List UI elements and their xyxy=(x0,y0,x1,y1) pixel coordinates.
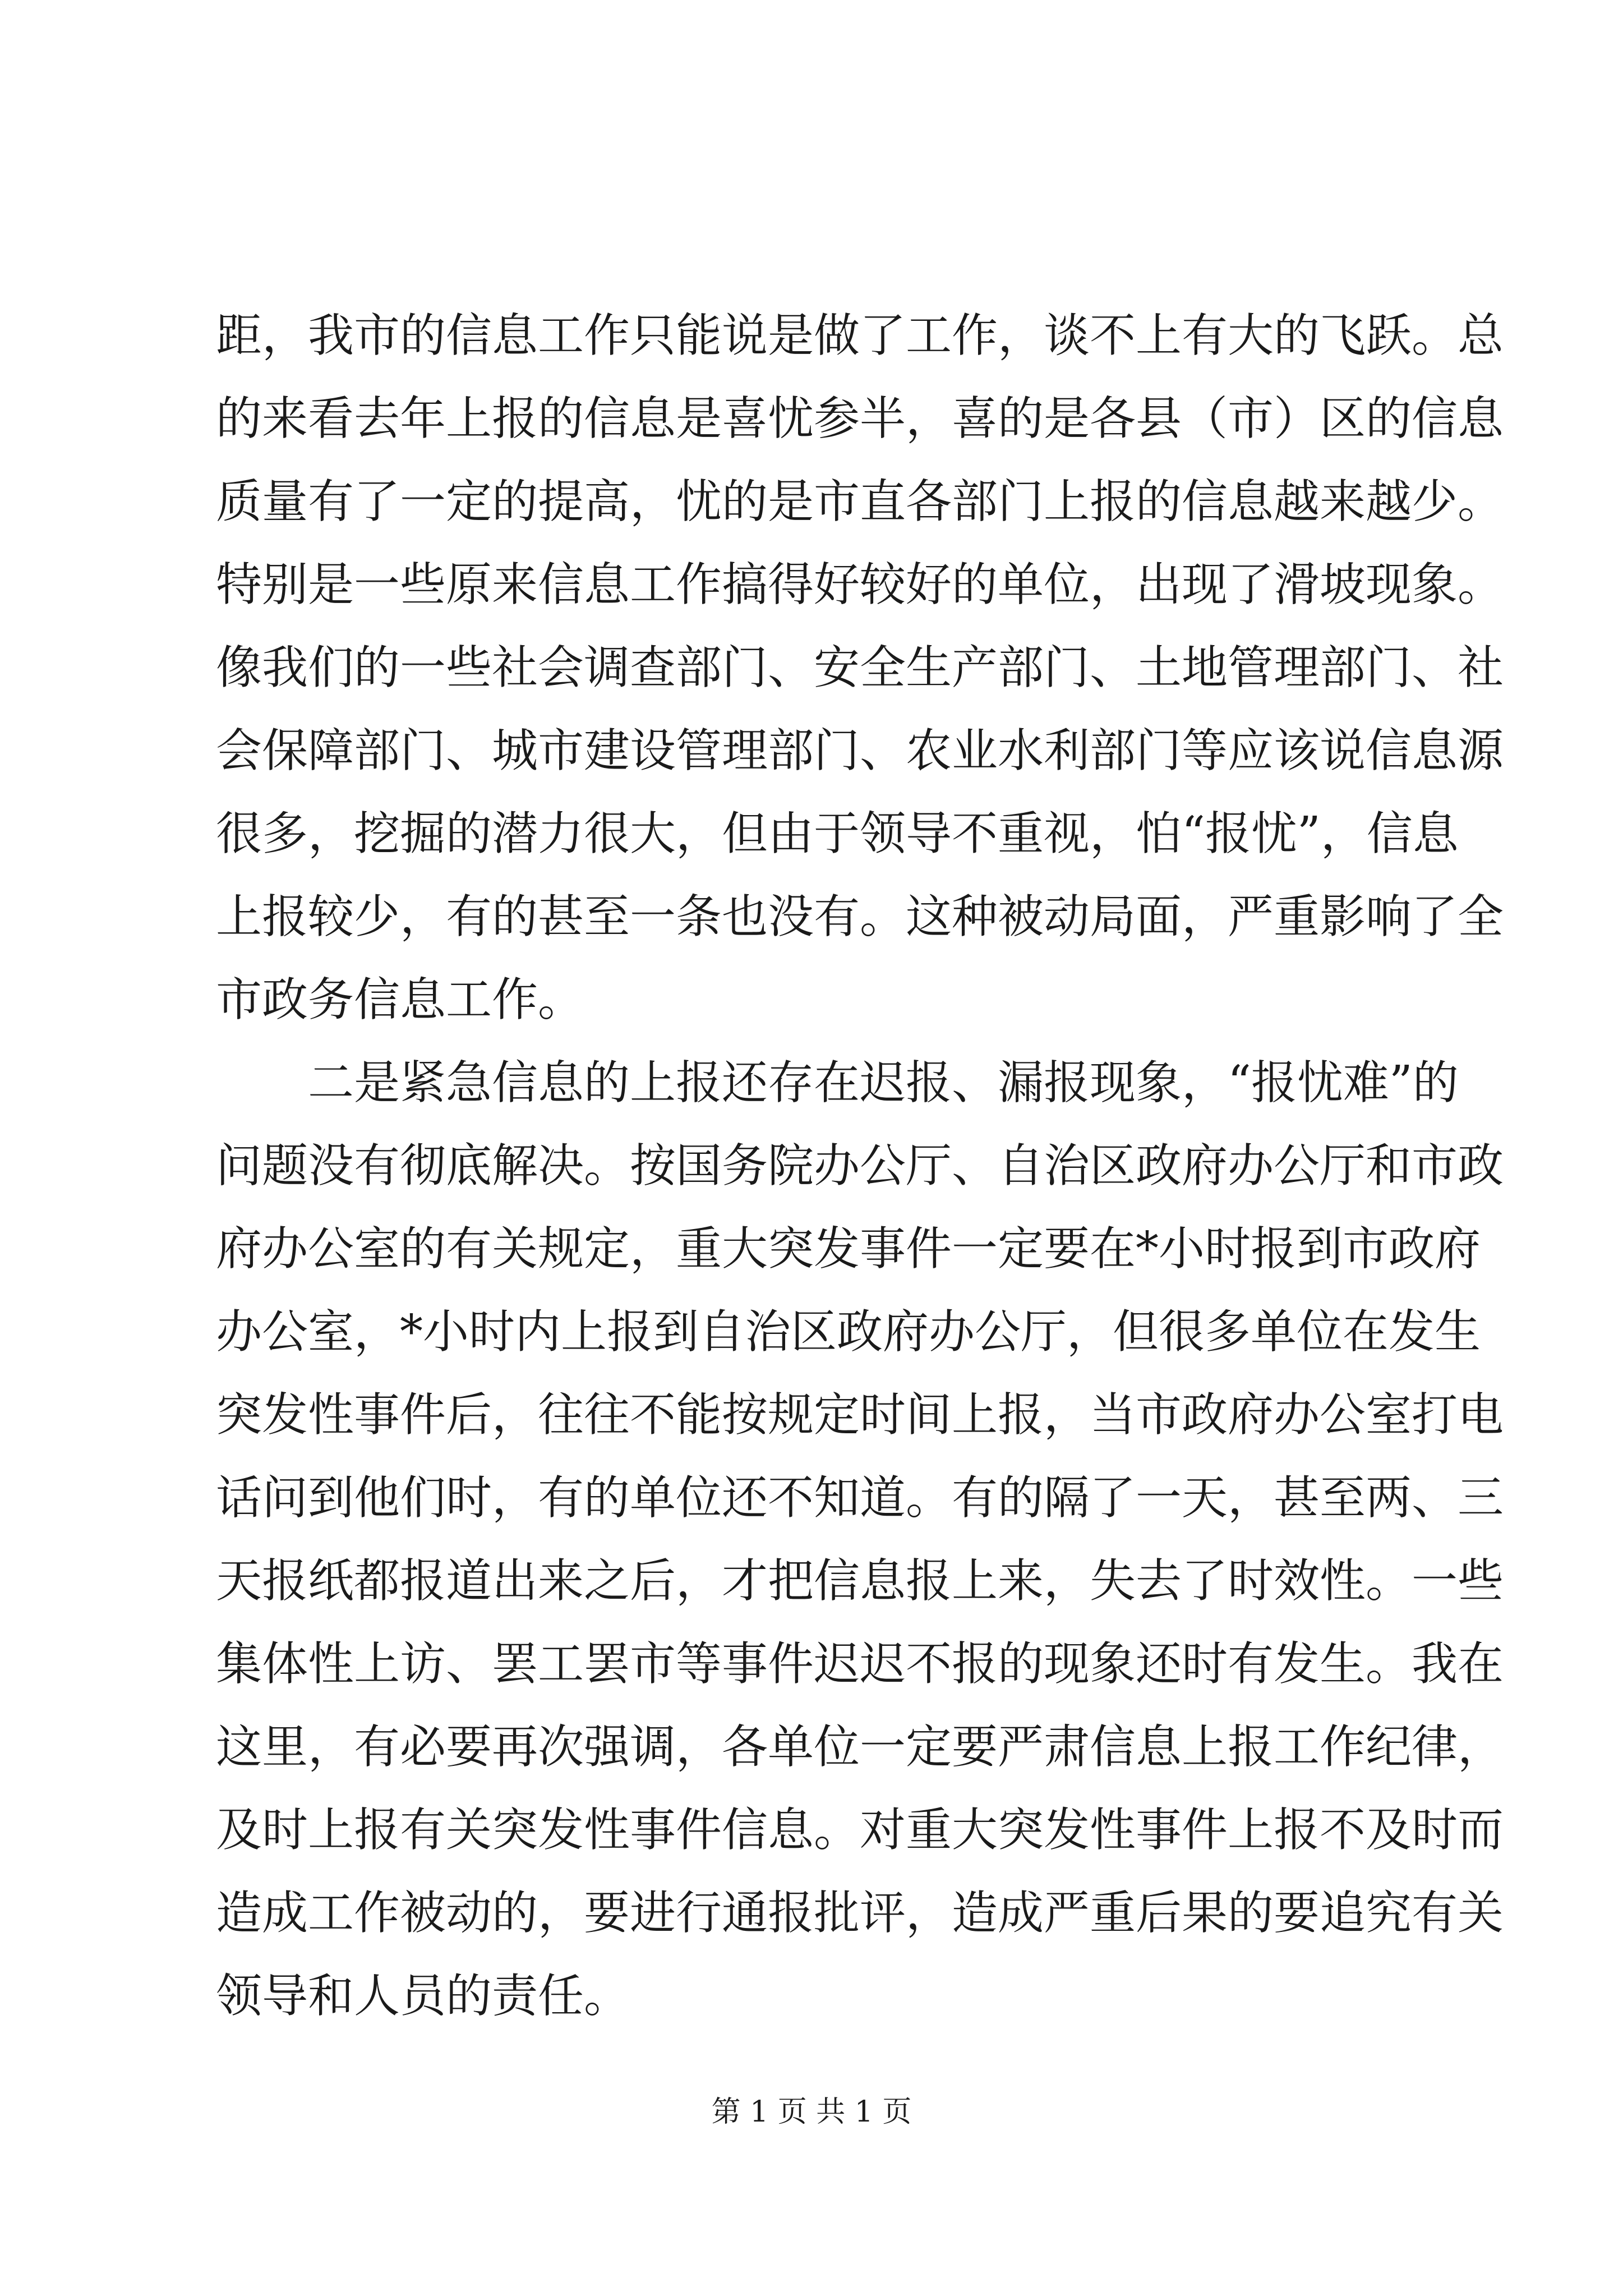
text-line: 二是紧急信息的上报还存在迟报、漏报现象，“报忧难”的 xyxy=(308,1056,1459,1110)
text-line: 集体性上访、罢工罢市等事件迟迟不报的现象还时有发生。我在 xyxy=(216,1637,1504,1691)
text-line: 及时上报有关突发性事件信息。对重大突发性事件上报不及时而 xyxy=(216,1803,1504,1857)
text-line: 话问到他们时，有的单位还不知道。有的隔了一天，甚至两、三 xyxy=(216,1471,1504,1525)
text-line: 像我们的一些社会调查部门、安全生产部门、土地管理部门、社 xyxy=(216,641,1504,694)
text-line: 距，我市的信息工作只能说是做了工作，谈不上有大的飞跃。总 xyxy=(216,309,1504,362)
text-line: 质量有了一定的提高，忧的是市直各部门上报的信息越来越少。 xyxy=(216,475,1504,528)
paragraph-2 xyxy=(216,1042,1504,2038)
text-line: 府办公室的有关规定，重大突发事件一定要在*小时报到市政府 xyxy=(216,1222,1481,1276)
text-line: 上报较少，有的甚至一条也没有。这种被动局面，严重影响了全 xyxy=(216,890,1504,944)
text-line: 突发性事件后，往往不能按规定时间上报，当市政府办公室打电 xyxy=(216,1388,1504,1442)
document-body xyxy=(216,295,1504,2038)
text-line: 办公室，*小时内上报到自治区政府办公厅，但很多单位在发生 xyxy=(216,1305,1481,1359)
page-number-footer: 第 1 页 共 1 页 xyxy=(711,2095,912,2129)
text-line: 很多，挖掘的潜力很大，但由于领导不重视，怕“报忧”，信息 xyxy=(216,807,1459,861)
text-line: 特别是一些原来信息工作搞得好较好的单位，出现了滑坡现象。 xyxy=(216,558,1504,611)
text-line: 问题没有彻底解决。按国务院办公厅、自治区政府办公厅和市政 xyxy=(216,1139,1504,1193)
text-line: 市政务信息工作。 xyxy=(216,973,584,1027)
text-line: 的来看去年上报的信息是喜忧参半，喜的是各县（市）区的信息 xyxy=(216,392,1504,445)
text-line: 这里，有必要再次强调，各单位一定要严肃信息上报工作纪律， xyxy=(216,1720,1504,1774)
text-line: 造成工作被动的，要进行通报批评，造成严重后果的要追究有关 xyxy=(216,1887,1504,1940)
paragraph-1 xyxy=(216,295,1504,1042)
text-line: 领导和人员的责任。 xyxy=(216,1970,630,2023)
text-line: 会保障部门、城市建设管理部门、农业水利部门等应该说信息源 xyxy=(216,724,1504,777)
text-line: 天报纸都报道出来之后，才把信息报上来，失去了时效性。一些 xyxy=(216,1554,1504,1608)
